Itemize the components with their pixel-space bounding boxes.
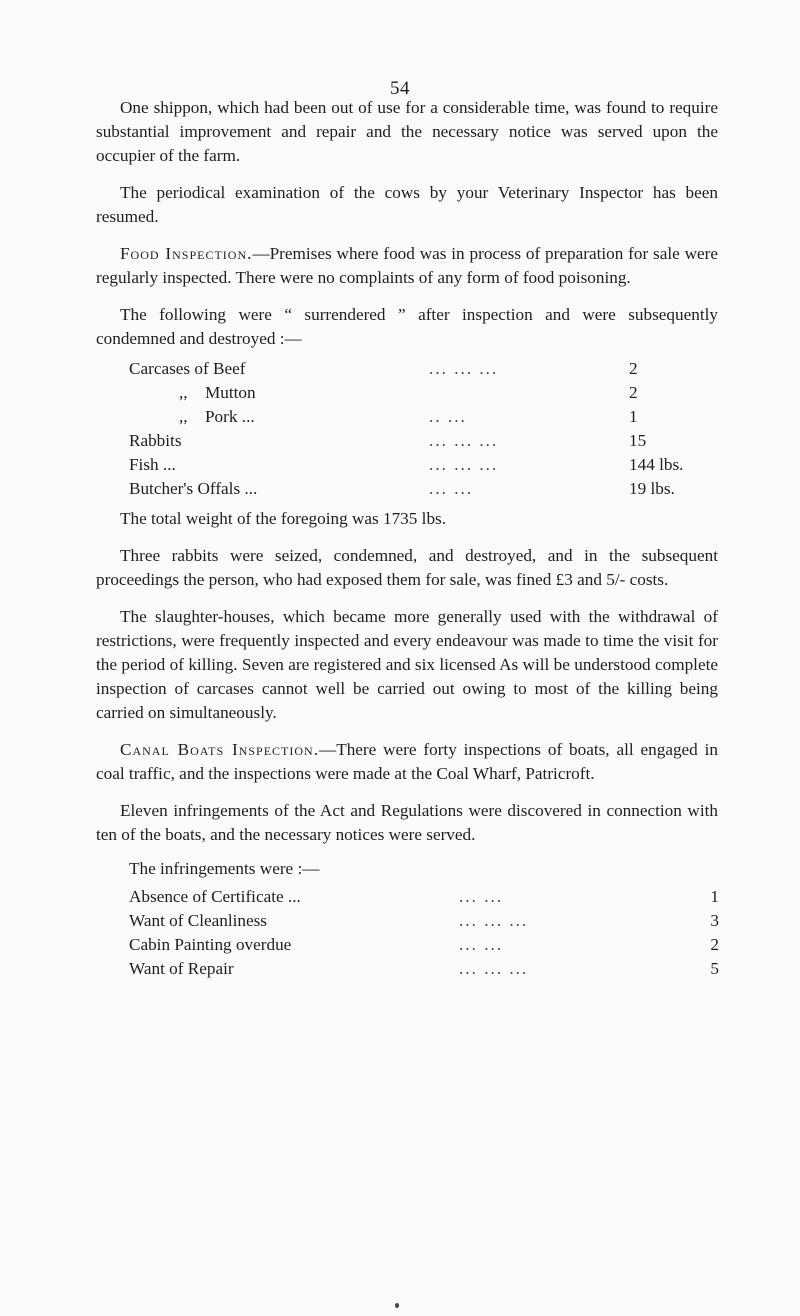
infringements-intro: The infringements were :— — [129, 859, 320, 878]
bullet-mark — [395, 1303, 399, 1308]
item-value: 2 — [629, 359, 638, 378]
ditto-mark: ,, — [179, 407, 188, 426]
item-label-wrap — [129, 405, 429, 429]
item-label: Fish ... — [129, 455, 176, 474]
table-row — [129, 405, 719, 429]
table-row — [129, 933, 719, 957]
item-label: Butcher's Offals ... — [129, 479, 258, 498]
paragraph-infringements: Eleven infringements of the Act and Regulations were discovered in connection with ten of the boats, and the necessary notices were served. — [96, 801, 718, 844]
item-label: Rabbits — [129, 431, 182, 450]
canal-boats-body: —There were forty inspections of boats, all engaged in coal traffic, and the inspections were made at the Coal Wharf, Patricroft. — [96, 740, 718, 783]
paragraph-veterinary: The periodical examination of the cows by your Veterinary Inspector has been resumed. — [96, 183, 718, 226]
infringement-label: Cabin Painting overdue — [129, 935, 292, 954]
table-row — [129, 357, 719, 381]
leader-dots: ... ... ... — [459, 959, 529, 978]
table-row — [129, 429, 719, 453]
item-label: Carcases of Beef — [129, 359, 246, 378]
leader-dots: ... ... ... — [429, 455, 499, 474]
leader-dots: ... ... ... — [459, 911, 529, 930]
canal-boats-heading: Canal Boats Inspection. — [120, 740, 320, 759]
table-row — [129, 957, 719, 981]
leader-dots: ... ... ... — [429, 431, 499, 450]
infringement-count: 1 — [710, 887, 719, 906]
item-value: 1 — [629, 407, 638, 426]
paragraph-food-inspection — [96, 242, 718, 290]
total-weight: The total weight of the foregoing was 1735 lbs. — [120, 509, 447, 528]
leader-dots: ... ... — [459, 935, 504, 954]
item-value: 2 — [629, 383, 638, 402]
table-row — [129, 381, 719, 405]
condemned-items-table — [129, 357, 719, 501]
paragraph-shippon: One shippon, which had been out of use for a considerable time, was found to require substantial improvement and repair and the necessary notice was served upon the occupier of the farm. — [96, 98, 718, 165]
infringements-table — [129, 885, 719, 981]
leader-dots: .. ... — [429, 407, 467, 426]
food-inspection-heading: Food Inspection. — [120, 244, 253, 263]
item-label: Pork ... — [205, 407, 255, 426]
food-inspection-body: —Premises where food was in process of preparation for sale were regularly inspected. There were no complaints of any form of food poisoning. — [96, 244, 718, 287]
item-value: 15 — [629, 431, 647, 450]
infringement-count: 3 — [710, 911, 719, 930]
infringement-count: 2 — [710, 935, 719, 954]
ditto-mark: ,, — [179, 383, 188, 402]
table-row — [129, 453, 719, 477]
paragraph-surrendered-intro: The following were “ surrendered ” after inspection and were subsequently condemned and destroyed :— — [96, 305, 718, 348]
table-row — [129, 477, 719, 501]
item-value: 19 lbs. — [629, 479, 675, 498]
page-number: 54 — [390, 78, 410, 99]
infringement-count: 5 — [710, 959, 719, 978]
table-row — [129, 885, 719, 909]
leader-dots: ... ... — [429, 479, 474, 498]
paragraph-slaughter-houses: The slaughter-houses, which became more generally used with the withdrawal of restrictions, were frequently inspected and every endeavour was made to time the visit for the period of killing. Seven are registered and six licensed As will be understood complete inspection of carcases cannot well be carried out owing to most of the killing being carried on simultaneously. — [96, 607, 718, 722]
infringement-label: Want of Cleanliness — [129, 911, 267, 930]
paragraph-canal-boats — [96, 738, 718, 786]
item-value: 144 lbs. — [629, 455, 684, 474]
paragraph-rabbits: Three rabbits were seized, condemned, and destroyed, and in the subsequent proceedings the person, who had exposed them for sale, was fined £3 and 5/- costs. — [96, 546, 718, 589]
item-label: Mutton — [205, 383, 256, 402]
leader-dots: ... ... ... — [429, 359, 499, 378]
infringement-label: Want of Repair — [129, 959, 234, 978]
table-row — [129, 909, 719, 933]
page-body — [96, 96, 718, 981]
infringement-label: Absence of Certificate ... — [129, 887, 301, 906]
item-label-wrap — [129, 381, 429, 405]
leader-dots: ... ... — [459, 887, 504, 906]
